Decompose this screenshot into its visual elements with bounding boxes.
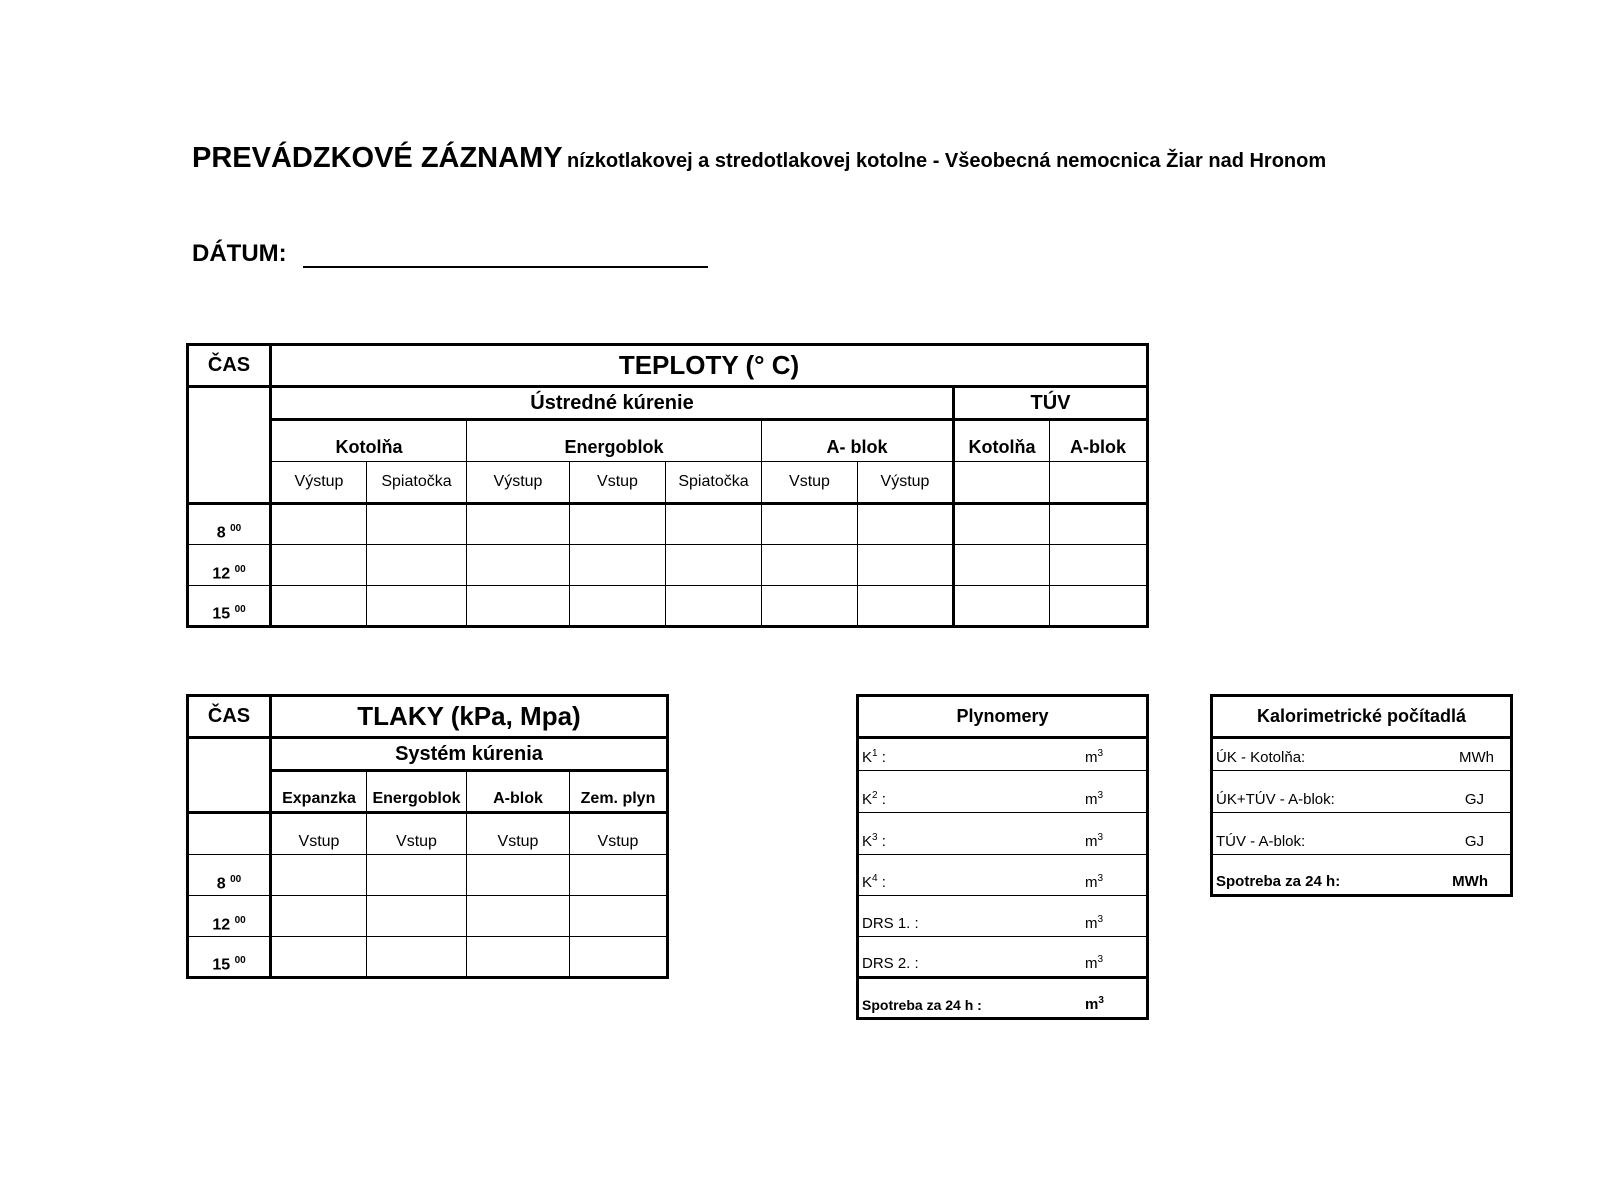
input-cell[interactable] (367, 586, 467, 627)
kalorimetricke-total-unit: MWh (1452, 873, 1488, 890)
kalorimetricke-row[interactable] (1212, 771, 1512, 813)
input-cell[interactable] (367, 545, 467, 586)
input-cell[interactable] (954, 586, 1050, 627)
teploty-col-header: Výstup (858, 462, 954, 504)
tlaky-col-header: Vstup (467, 813, 570, 855)
teploty-cas-header: ČAS (188, 345, 271, 387)
teploty-table (186, 343, 1149, 628)
tlaky-col-header-blank (188, 813, 271, 855)
input-cell[interactable] (467, 586, 570, 627)
plynomery-row-unit: $m^3$ (1085, 914, 1104, 932)
time-label: 12 $^{00}$ (188, 896, 271, 937)
plynomery-row[interactable] (858, 771, 1148, 813)
table-row (188, 855, 668, 896)
input-cell[interactable] (367, 504, 467, 545)
input-cell[interactable] (467, 545, 570, 586)
table-row (188, 896, 668, 937)
plynomery-row-unit: $m^3$ (1085, 873, 1104, 891)
title-main: PREVÁDZKOVÉ ZÁZNAMY (192, 142, 563, 174)
plynomery-total-row[interactable] (858, 978, 1148, 1019)
tlaky-table (186, 694, 669, 979)
plynomery-row[interactable] (858, 738, 1148, 771)
input-cell[interactable] (570, 937, 668, 978)
teploty-group-uk: Ústredné kúrenie (271, 387, 954, 420)
teploty-col-header-blank (954, 462, 1050, 504)
kalorimetricke-row-unit: MWh (1459, 749, 1494, 766)
table-row (188, 937, 668, 978)
table-row (188, 504, 1148, 545)
input-cell[interactable] (367, 896, 467, 937)
input-cell[interactable] (954, 545, 1050, 586)
plynomery-row[interactable] (858, 813, 1148, 855)
plynomery-row[interactable] (858, 937, 1148, 978)
plynomery-row-label: $K^1$ : (862, 748, 886, 766)
plynomery-row-label: $K^2$ : (862, 790, 886, 808)
input-cell[interactable] (666, 545, 762, 586)
kalorimetricke-row-label: TÚV - A-blok: (1216, 833, 1306, 850)
input-cell[interactable] (570, 545, 666, 586)
title-sub: nízkotlakovej a stredotlakovej kotolne - Všeobecná nemocnica Žiar nad Hronom (567, 150, 1327, 172)
tlaky-group: Systém kúrenia (271, 738, 668, 771)
time-label: 8 $^{00}$ (188, 504, 271, 545)
input-cell[interactable] (467, 937, 570, 978)
input-cell[interactable] (858, 504, 954, 545)
plynomery-row[interactable] (858, 896, 1148, 937)
kalorimetricke-total-row[interactable] (1212, 855, 1512, 896)
plynomery-row-label: DRS 1. : (862, 915, 919, 932)
input-cell[interactable] (570, 855, 668, 896)
input-cell[interactable] (271, 545, 367, 586)
teploty-col-header: Vstup (570, 462, 666, 504)
tlaky-cas-blank (188, 738, 271, 813)
input-cell[interactable] (271, 586, 367, 627)
input-cell[interactable] (467, 855, 570, 896)
teploty-col-header: Spiatočka (367, 462, 467, 504)
datum-field[interactable] (303, 242, 708, 268)
plynomery-row-label: DRS 2. : (862, 955, 919, 972)
kalorimetricke-row-unit: GJ (1464, 833, 1484, 850)
input-cell[interactable] (1050, 586, 1148, 627)
input-cell[interactable] (858, 545, 954, 586)
input-cell[interactable] (1050, 545, 1148, 586)
teploty-sub-energoblok: Energoblok (467, 420, 762, 462)
input-cell[interactable] (762, 504, 858, 545)
tlaky-col-header: Vstup (570, 813, 668, 855)
teploty-group-tuv: TÚV (954, 387, 1148, 420)
input-cell[interactable] (271, 937, 367, 978)
page-title (192, 142, 1326, 175)
tlaky-title: TLAKY (kPa, Mpa) (271, 696, 668, 738)
teploty-title: TEPLOTY (° C) (271, 345, 1148, 387)
teploty-col-header: Výstup (271, 462, 367, 504)
input-cell[interactable] (570, 504, 666, 545)
teploty-col-header-blank (1050, 462, 1148, 504)
time-label: 15 $^{00}$ (188, 586, 271, 627)
tlaky-col-header: Vstup (271, 813, 367, 855)
input-cell[interactable] (666, 586, 762, 627)
tlaky-col-header: Vstup (367, 813, 467, 855)
input-cell[interactable] (762, 586, 858, 627)
input-cell[interactable] (1050, 504, 1148, 545)
input-cell[interactable] (666, 504, 762, 545)
tlaky-sub-header: Expanzka (271, 771, 367, 813)
input-cell[interactable] (570, 896, 668, 937)
kalorimetricke-table (1210, 694, 1513, 897)
tlaky-sub-header: A-blok (467, 771, 570, 813)
plynomery-table (856, 694, 1149, 1020)
tlaky-cas-header: ČAS (188, 696, 271, 738)
datum-row (192, 240, 708, 268)
kalorimetricke-row[interactable] (1212, 813, 1512, 855)
teploty-cas-blank (188, 387, 271, 504)
kalorimetricke-title: Kalorimetrické počítadlá (1212, 696, 1512, 738)
input-cell[interactable] (570, 586, 666, 627)
teploty-sub-kotolna: Kotolňa (271, 420, 467, 462)
datum-label: DÁTUM: (192, 240, 287, 267)
teploty-sub-tuv-kotolna: Kotolňa (954, 420, 1050, 462)
plynomery-total-unit: $m^3$ (1085, 995, 1104, 1013)
input-cell[interactable] (762, 545, 858, 586)
table-row (188, 586, 1148, 627)
kalorimetricke-row-label: ÚK - Kotolňa: (1216, 749, 1306, 766)
plynomery-title: Plynomery (858, 696, 1148, 738)
plynomery-row-unit: $m^3$ (1085, 832, 1104, 850)
plynomery-row-unit: $m^3$ (1085, 954, 1104, 972)
time-label: 12 $^{00}$ (188, 545, 271, 586)
input-cell[interactable] (271, 855, 367, 896)
input-cell[interactable] (271, 504, 367, 545)
input-cell[interactable] (954, 504, 1050, 545)
table-row (188, 545, 1148, 586)
kalorimetricke-row-label: ÚK+TÚV - A-blok: (1216, 791, 1335, 808)
plynomery-row-label: $K^4$ : (862, 873, 886, 891)
plynomery-row-label: $K^3$ : (862, 832, 886, 850)
input-cell[interactable] (367, 855, 467, 896)
teploty-col-header: Výstup (467, 462, 570, 504)
input-cell[interactable] (858, 586, 954, 627)
kalorimetricke-row-unit: GJ (1464, 791, 1484, 808)
teploty-col-header: Spiatočka (666, 462, 762, 504)
teploty-sub-ablok: A- blok (762, 420, 954, 462)
input-cell[interactable] (467, 896, 570, 937)
time-label: 8 $^{00}$ (188, 855, 271, 896)
tlaky-sub-header: Energoblok (367, 771, 467, 813)
plynomery-row-unit: $m^3$ (1085, 748, 1104, 766)
tlaky-sub-header: Zem. plyn (570, 771, 668, 813)
plynomery-row-unit: $m^3$ (1085, 790, 1104, 808)
plynomery-row[interactable] (858, 855, 1148, 896)
input-cell[interactable] (467, 504, 570, 545)
input-cell[interactable] (271, 896, 367, 937)
kalorimetricke-row[interactable] (1212, 738, 1512, 771)
teploty-sub-tuv-ablok: A-blok (1050, 420, 1148, 462)
time-label: 15 $^{00}$ (188, 937, 271, 978)
teploty-col-header: Vstup (762, 462, 858, 504)
plynomery-total-label: Spotreba za 24 h : (862, 997, 982, 1013)
kalorimetricke-total-label: Spotreba za 24 h: (1216, 873, 1341, 890)
input-cell[interactable] (367, 937, 467, 978)
